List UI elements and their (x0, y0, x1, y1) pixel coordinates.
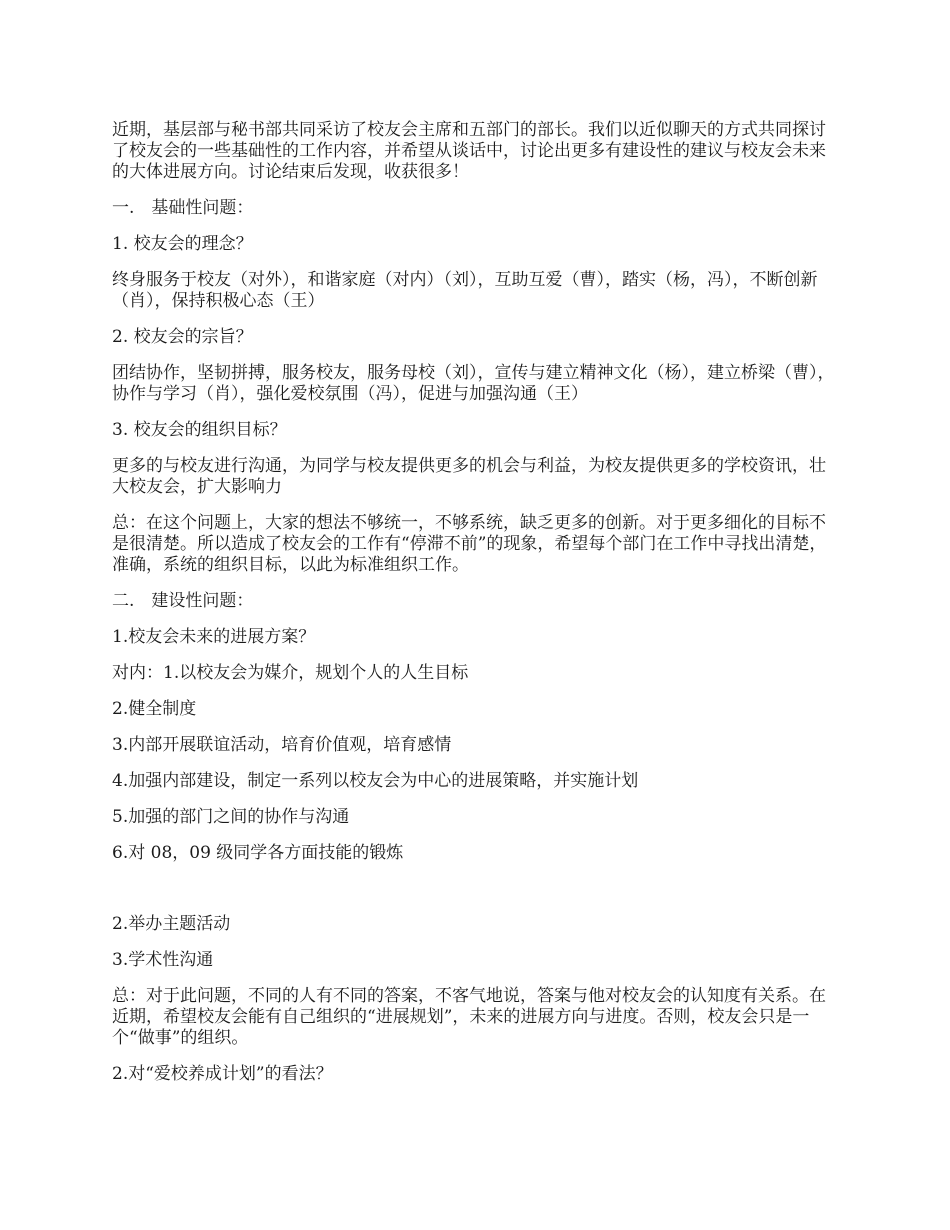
question-development-plan: 1.校友会未来的进展方案？ (112, 627, 316, 647)
question-philosophy: 1. 校友会的理念？ (112, 234, 253, 254)
list-item-external-3: 3.学术性沟通 (112, 950, 214, 970)
answer-purpose: 团结协作，坚韧拼搏，服务校友，服务母校（刘），宣传与建立精神文化（杨），建立桥梁（曹），协作与学习（肖），强化爱校氛围（冯），促进与加强沟通（王） (112, 363, 835, 404)
list-item-internal-3: 3.内部开展联谊活动，培育价值观，培育感情 (112, 735, 452, 755)
section-heading-basic: 一. 基础性问题： (112, 198, 254, 218)
summary-basic: 总：在这个问题上，大家的想法不够统一，不够系统，缺乏更多的创新。对于更多细化的目标不是很清楚。所以造成了校友会的工作有“停滞不前”的现象，希望每个部门在工作中寻找出清楚，准确，系统的组织目标，以此为标准组织工作。 (112, 513, 827, 575)
list-item-internal-6: 6.对 08，09 级同学各方面技能的锻炼 (112, 843, 404, 863)
list-item-internal-5: 5.加强的部门之间的协作与沟通 (112, 807, 350, 827)
list-item-internal-1: 对内：1.以校友会为媒介，规划个人的人生目标 (112, 663, 469, 683)
answer-goals: 更多的与校友进行沟通，为同学与校友提供更多的机会与利益，为校友提供更多的学校资讯，壮大校友会，扩大影响力 (112, 456, 826, 497)
intro-paragraph: 近期，基层部与秘书部共同采访了校友会主席和五部门的部长。我们以近似聊天的方式共同探讨了校友会的一些基础性的工作内容，并希望从谈话中，讨论出更多有建设性的建议与校友会未来的大体进展方向。讨论结束后发现，收获很多！ (112, 120, 826, 182)
section-heading-constructive: 二. 建设性问题： (112, 591, 254, 611)
document-body (112, 120, 840, 1085)
list-item-internal-2: 2.健全制度 (112, 699, 197, 719)
list-item-external-2: 2.举办主题活动 (112, 914, 231, 934)
summary-constructive: 总：对于此问题，不同的人有不同的答案，不客气地说，答案与他对校友会的认知度有关系。在近期，希望校友会能有自己组织的“进展规划”，未来的进展方向与进度。否则，校友会只是一个“做事”的组织。 (112, 986, 826, 1048)
question-love-school-plan: 2.对“爱校养成计划”的看法？ (112, 1064, 333, 1084)
answer-philosophy: 终身服务于校友（对外），和谐家庭（对内）（刘），互助互爱（曹），踏实（杨，冯），不断创新（肖），保持积极心态（王） (112, 270, 818, 311)
question-purpose: 2. 校友会的宗旨？ (112, 327, 253, 347)
list-item-internal-4: 4.加强内部建设，制定一系列以校友会为中心的进展策略，并实施计划 (112, 771, 639, 791)
question-goals: 3. 校友会的组织目标？ (112, 420, 287, 440)
